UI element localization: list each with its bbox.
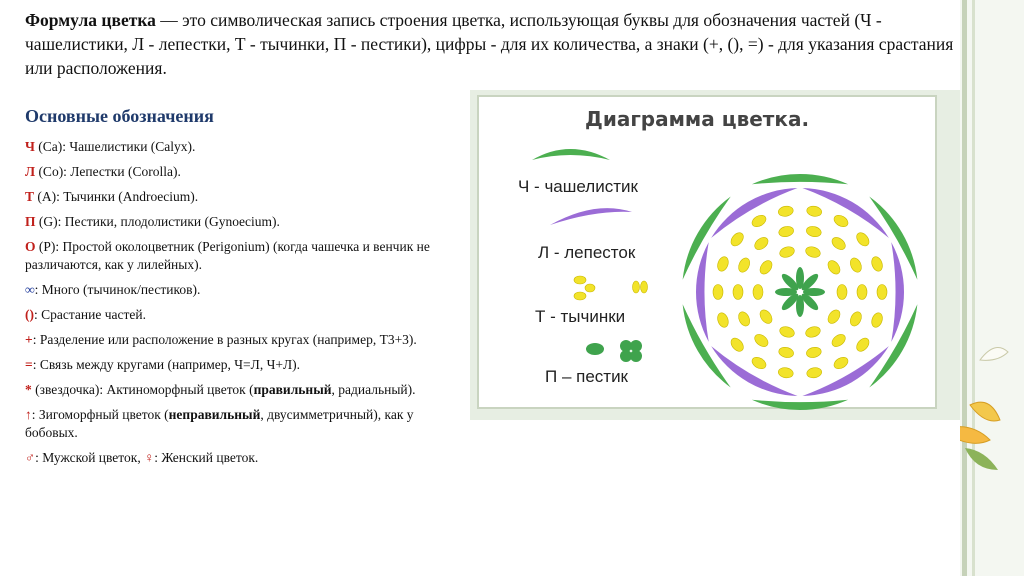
definition-symbol: = xyxy=(25,357,33,372)
definition-item xyxy=(25,163,465,181)
intro-term: Формула цветка xyxy=(25,10,156,30)
decorative-border xyxy=(960,0,1024,576)
definition-text: (G): Пестики, плодолистики (Gynoecium). xyxy=(35,214,280,229)
definition-text: : Разделение или расположение в разных кругах (например, Т3+3). xyxy=(32,332,417,347)
definition-item xyxy=(25,188,465,206)
border-line xyxy=(962,0,967,576)
border-line xyxy=(972,0,975,576)
stamen xyxy=(877,285,887,300)
definition-symbol: () xyxy=(25,307,34,322)
legend-petal-label: Л - лепесток xyxy=(538,243,636,262)
definition-text: : Много (тычинок/пестиков). xyxy=(34,282,201,297)
intro-paragraph xyxy=(25,8,985,80)
definition-symbol: * xyxy=(25,382,32,397)
definition-bold: неправильный xyxy=(168,407,261,422)
definition-text: : Связь между кругами (например, Ч=Л, Ч+Л). xyxy=(32,357,300,372)
male-symbol: ♂ xyxy=(25,450,36,465)
definition-text: , радиальный). xyxy=(331,382,416,397)
definition-text: : Зигоморфный цветок ( xyxy=(31,407,169,422)
definition-symbol: Ч xyxy=(25,139,35,154)
definition-text: : Срастание частей. xyxy=(34,307,147,322)
stamen xyxy=(713,285,723,300)
legend-stamen-label: Т - тычинки xyxy=(535,307,626,326)
female-symbol: ♀ xyxy=(144,450,155,465)
definition-text: (Р): Простой околоцветник (Perigonium) (когда чашечка и венчик не различаются, как у лилейных). xyxy=(25,239,430,272)
definition-text: : Женский цветок. xyxy=(154,450,259,465)
flower-diagram-figure xyxy=(470,90,960,420)
definition-symbol: + xyxy=(25,332,33,347)
legend-pistil-label: П – пестик xyxy=(545,367,628,386)
definition-symbol: Т xyxy=(25,189,35,204)
definition-item xyxy=(25,356,465,374)
stamen xyxy=(837,285,847,300)
intro-text: — это символическая запись строения цветка, использующая буквы для обозначения частей (Ч - чашелистики, Л - лепестки, Т - тычинки, П - пестики), цифры - для их количества, а знаки (+, (), =) - для указания срастания или расположения. xyxy=(25,10,954,78)
definition-text: (А): Тычинки (Androecium). xyxy=(34,189,199,204)
stamen xyxy=(857,285,867,300)
definition-text: , двусимметричный), как у бобовых. xyxy=(25,407,414,440)
definition-item xyxy=(25,381,465,399)
definition-item xyxy=(25,406,465,442)
border-background xyxy=(960,0,1024,576)
definition-item xyxy=(25,331,465,349)
legend-sepal-label: Ч - чашелистик xyxy=(518,177,638,196)
definition-item xyxy=(25,306,465,324)
definition-symbol: ↑ xyxy=(25,407,32,422)
stamen xyxy=(733,285,743,300)
definition-item xyxy=(25,213,465,231)
definition-bold: правильный xyxy=(253,382,332,397)
definition-text: : Мужской цветок, xyxy=(35,450,145,465)
definition-text: (звездочка): Актиноморфный цветок ( xyxy=(31,382,254,397)
definition-text: (Са): Чашелистики (Calyx). xyxy=(34,139,196,154)
stamen xyxy=(753,285,763,300)
definition-item xyxy=(25,449,465,467)
definition-text: (Со): Лепестки (Corolla). xyxy=(35,164,181,179)
definition-symbol: О xyxy=(25,239,36,254)
definition-symbol: ∞ xyxy=(25,282,35,297)
diagram-title: Диаграмма цветка. xyxy=(585,107,810,131)
definition-symbol: П xyxy=(25,214,36,229)
section-title: Основные обозначения xyxy=(25,106,214,126)
definition-item xyxy=(25,281,465,299)
definition-symbol: Л xyxy=(25,164,36,179)
definition-item xyxy=(25,238,465,274)
definitions-list xyxy=(25,138,465,474)
definition-item xyxy=(25,138,465,156)
